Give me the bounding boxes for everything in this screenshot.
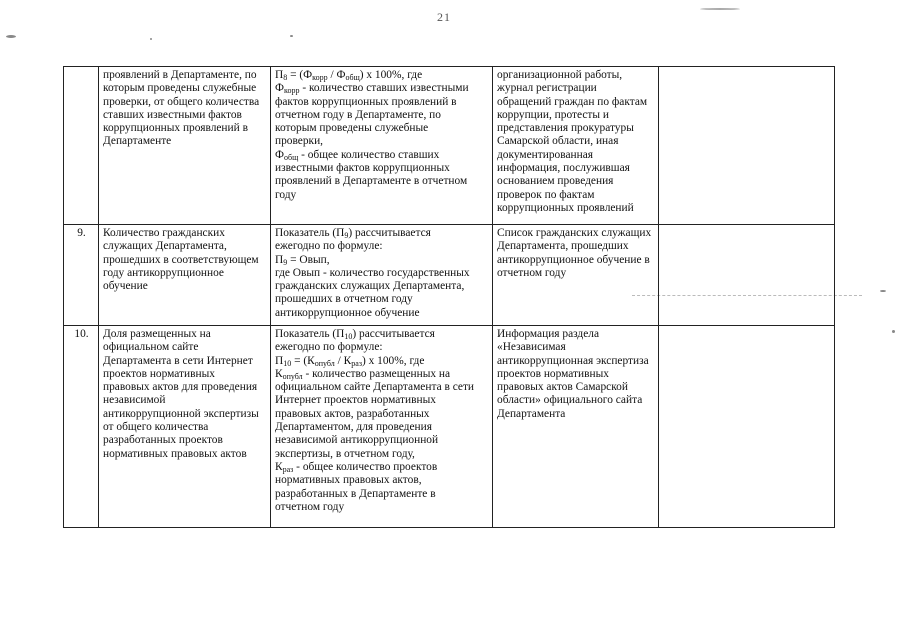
data-source-cell-line: информация, послужившая [497,162,630,175]
calculation-method-cell-line: прошедших в отчетном году [275,293,413,306]
indicator-cell-line: проверки, от общего количества [103,95,260,108]
calculation-method-cell-line: фактов коррупционных проявлений в [275,95,457,108]
note-cell [659,326,835,528]
indicator-cell [99,67,271,225]
indicator-cell-line: нормативных правовых актов [103,447,247,460]
indicator-cell-line: от общего количества [103,421,209,434]
indicator-cell-line: антикоррупционной экспертизы [103,407,259,420]
scan-speck [6,35,16,38]
indicator-cell-line: проектов нормативных [103,367,215,380]
indicator-cell-line: правовых актов для проведения [103,381,258,394]
calculation-method-cell-line: отчетном году [275,500,345,513]
calculation-method-cell-line: Департаментом, для проведения [275,421,432,434]
calculation-method-cell-line: $П_8 = (Ф_{корр} / Ф_{общ})$ x 100%, где [275,69,423,82]
calculation-method-cell-line: Интернет проектов нормативных [275,394,436,407]
calculation-method-cell-line: проверки, [275,135,324,148]
indicator-cell-line: ставших известными фактов [103,108,242,121]
indicator-cell [99,225,271,326]
data-source-cell-line: коррупции, протесты и [497,108,609,121]
data-source-cell-line: Самарской области, иная [497,135,619,148]
indicator-cell-line: независимой [103,394,166,407]
data-source-cell-line: документированная [497,148,594,161]
note-cell [659,225,835,326]
calculation-method-cell-line: $Ф_{общ}$ - общее количество ставших [275,148,440,162]
table-row [64,225,835,326]
calculation-method-cell [271,67,493,225]
indicators-table [63,66,835,528]
data-source-cell-line: проектов нормативных [497,367,609,380]
row-number: 9. [64,225,99,326]
calculation-method-cell-line: независимой антикоррупционной [275,434,439,447]
data-source-cell-line: антикоррупционная экспертиза [497,354,649,367]
data-source-cell [493,225,659,326]
indicator-cell-line: коррупционных проявлений в [103,122,248,135]
indicator-cell-line: проявлений в Департаменте, по [103,69,257,81]
indicator-cell-line: Департамента в сети Интернет [103,354,253,367]
calculation-method-cell-line: проявлений в Департаменте в отчетном [275,175,468,188]
data-source-cell-line: организационной работы, [497,69,623,81]
calculation-method-cell-line: официальном сайте Департамента в сети [275,381,475,394]
data-source-cell-line: Список гражданских служащих [497,227,652,239]
calculation-method-cell-line: Показатель $(П_9)$ рассчитывается [275,227,431,240]
table-row [64,67,835,225]
calculation-method-cell-line: известными фактов коррупционных [275,162,450,175]
data-source-cell-line: Департамента, прошедших [497,240,629,253]
calculation-method-cell-line: $Ф_{корр}$ - количество ставших известными [275,82,469,96]
indicator-cell-line: которым проведены служебные [103,82,257,95]
data-source-cell-line: правовых актов Самарской [497,381,628,394]
table-row [64,326,835,528]
calculation-method-cell-line: $К_{опубл}$ - количество размещенных на [275,367,451,381]
row-number: 10. [64,326,99,528]
indicator-cell-line: прошедших в соответствующем [103,253,259,266]
data-source-cell-line: области» официального сайта [497,394,643,407]
page-number: 21 [437,10,451,24]
note-cell [659,67,835,225]
calculation-method-cell-line: где Овып - количество государственных [275,266,470,279]
data-source-cell [493,326,659,528]
indicator-cell-line: Доля размещенных на [103,328,211,340]
data-source-cell-line: антикоррупционное обучение в [497,253,650,266]
calculation-method-cell-line: $К_{раз}$ - общее количество проектов [275,460,438,474]
calculation-method-cell-line: отчетном году в Департаменте, по [275,108,441,121]
data-source-cell-line: отчетном году [497,266,567,279]
calculation-method-cell-line: Показатель $(П_{10})$ рассчитывается [275,328,435,341]
data-source-cell-line: обращений граждан по фактам [497,95,648,108]
row-number [64,67,99,225]
calculation-method-cell-line: антикоррупционное обучение [275,306,420,319]
indicator-cell-line: служащих Департамента, [103,240,227,253]
calculation-method-cell-line: ежегодно по формуле: [275,341,383,354]
scan-speck [892,330,895,333]
indicator-cell-line: году антикоррупционное [103,266,224,279]
indicator-cell-line: официальном сайте [103,341,199,354]
indicator-cell [99,326,271,528]
calculation-method-cell-line: экспертизы, в отчетном году, [275,447,415,460]
calculation-method-cell-line: году [275,188,297,201]
calculation-method-cell-line: ежегодно по формуле: [275,240,383,253]
indicator-cell-line: разработанных проектов [103,434,223,447]
scan-speck [290,35,293,37]
scan-speck [150,38,152,40]
data-source-cell-line: основанием проведения [497,175,614,188]
calculation-method-cell-line: гражданских служащих Департамента, [275,280,465,293]
calculation-method-cell [271,225,493,326]
data-source-cell-line: представления прокуратуры [497,122,634,135]
calculation-method-cell [271,326,493,528]
data-source-cell-line: Департамента [497,407,566,420]
calculation-method-cell-line: $П_{10} = (К_{опубл} / К_{раз})$ x 100%, где [275,354,425,368]
data-source-cell-line: проверок по фактам [497,188,595,201]
calculation-method-cell-line: $П_9$ = Овып, [275,253,330,267]
data-source-cell-line: коррупционных проявлений [497,201,634,214]
indicator-cell-line: обучение [103,280,148,293]
data-source-cell-line: Информация раздела [497,328,600,340]
calculation-method-cell-line: правовых актов, разработанных [275,407,430,420]
indicator-cell-line: Департаменте [103,135,172,148]
scan-speck [880,290,886,292]
data-source-cell-line: «Независимая [497,341,566,354]
indicator-cell-line: Количество гражданских [103,227,225,239]
data-source-cell [493,67,659,225]
calculation-method-cell-line: нормативных правовых актов, [275,474,422,487]
calculation-method-cell-line: разработанных в Департаменте в [275,487,436,500]
scan-speck [700,8,740,10]
data-source-cell-line: журнал регистрации [497,82,597,95]
calculation-method-cell-line: которым проведены служебные [275,122,429,135]
